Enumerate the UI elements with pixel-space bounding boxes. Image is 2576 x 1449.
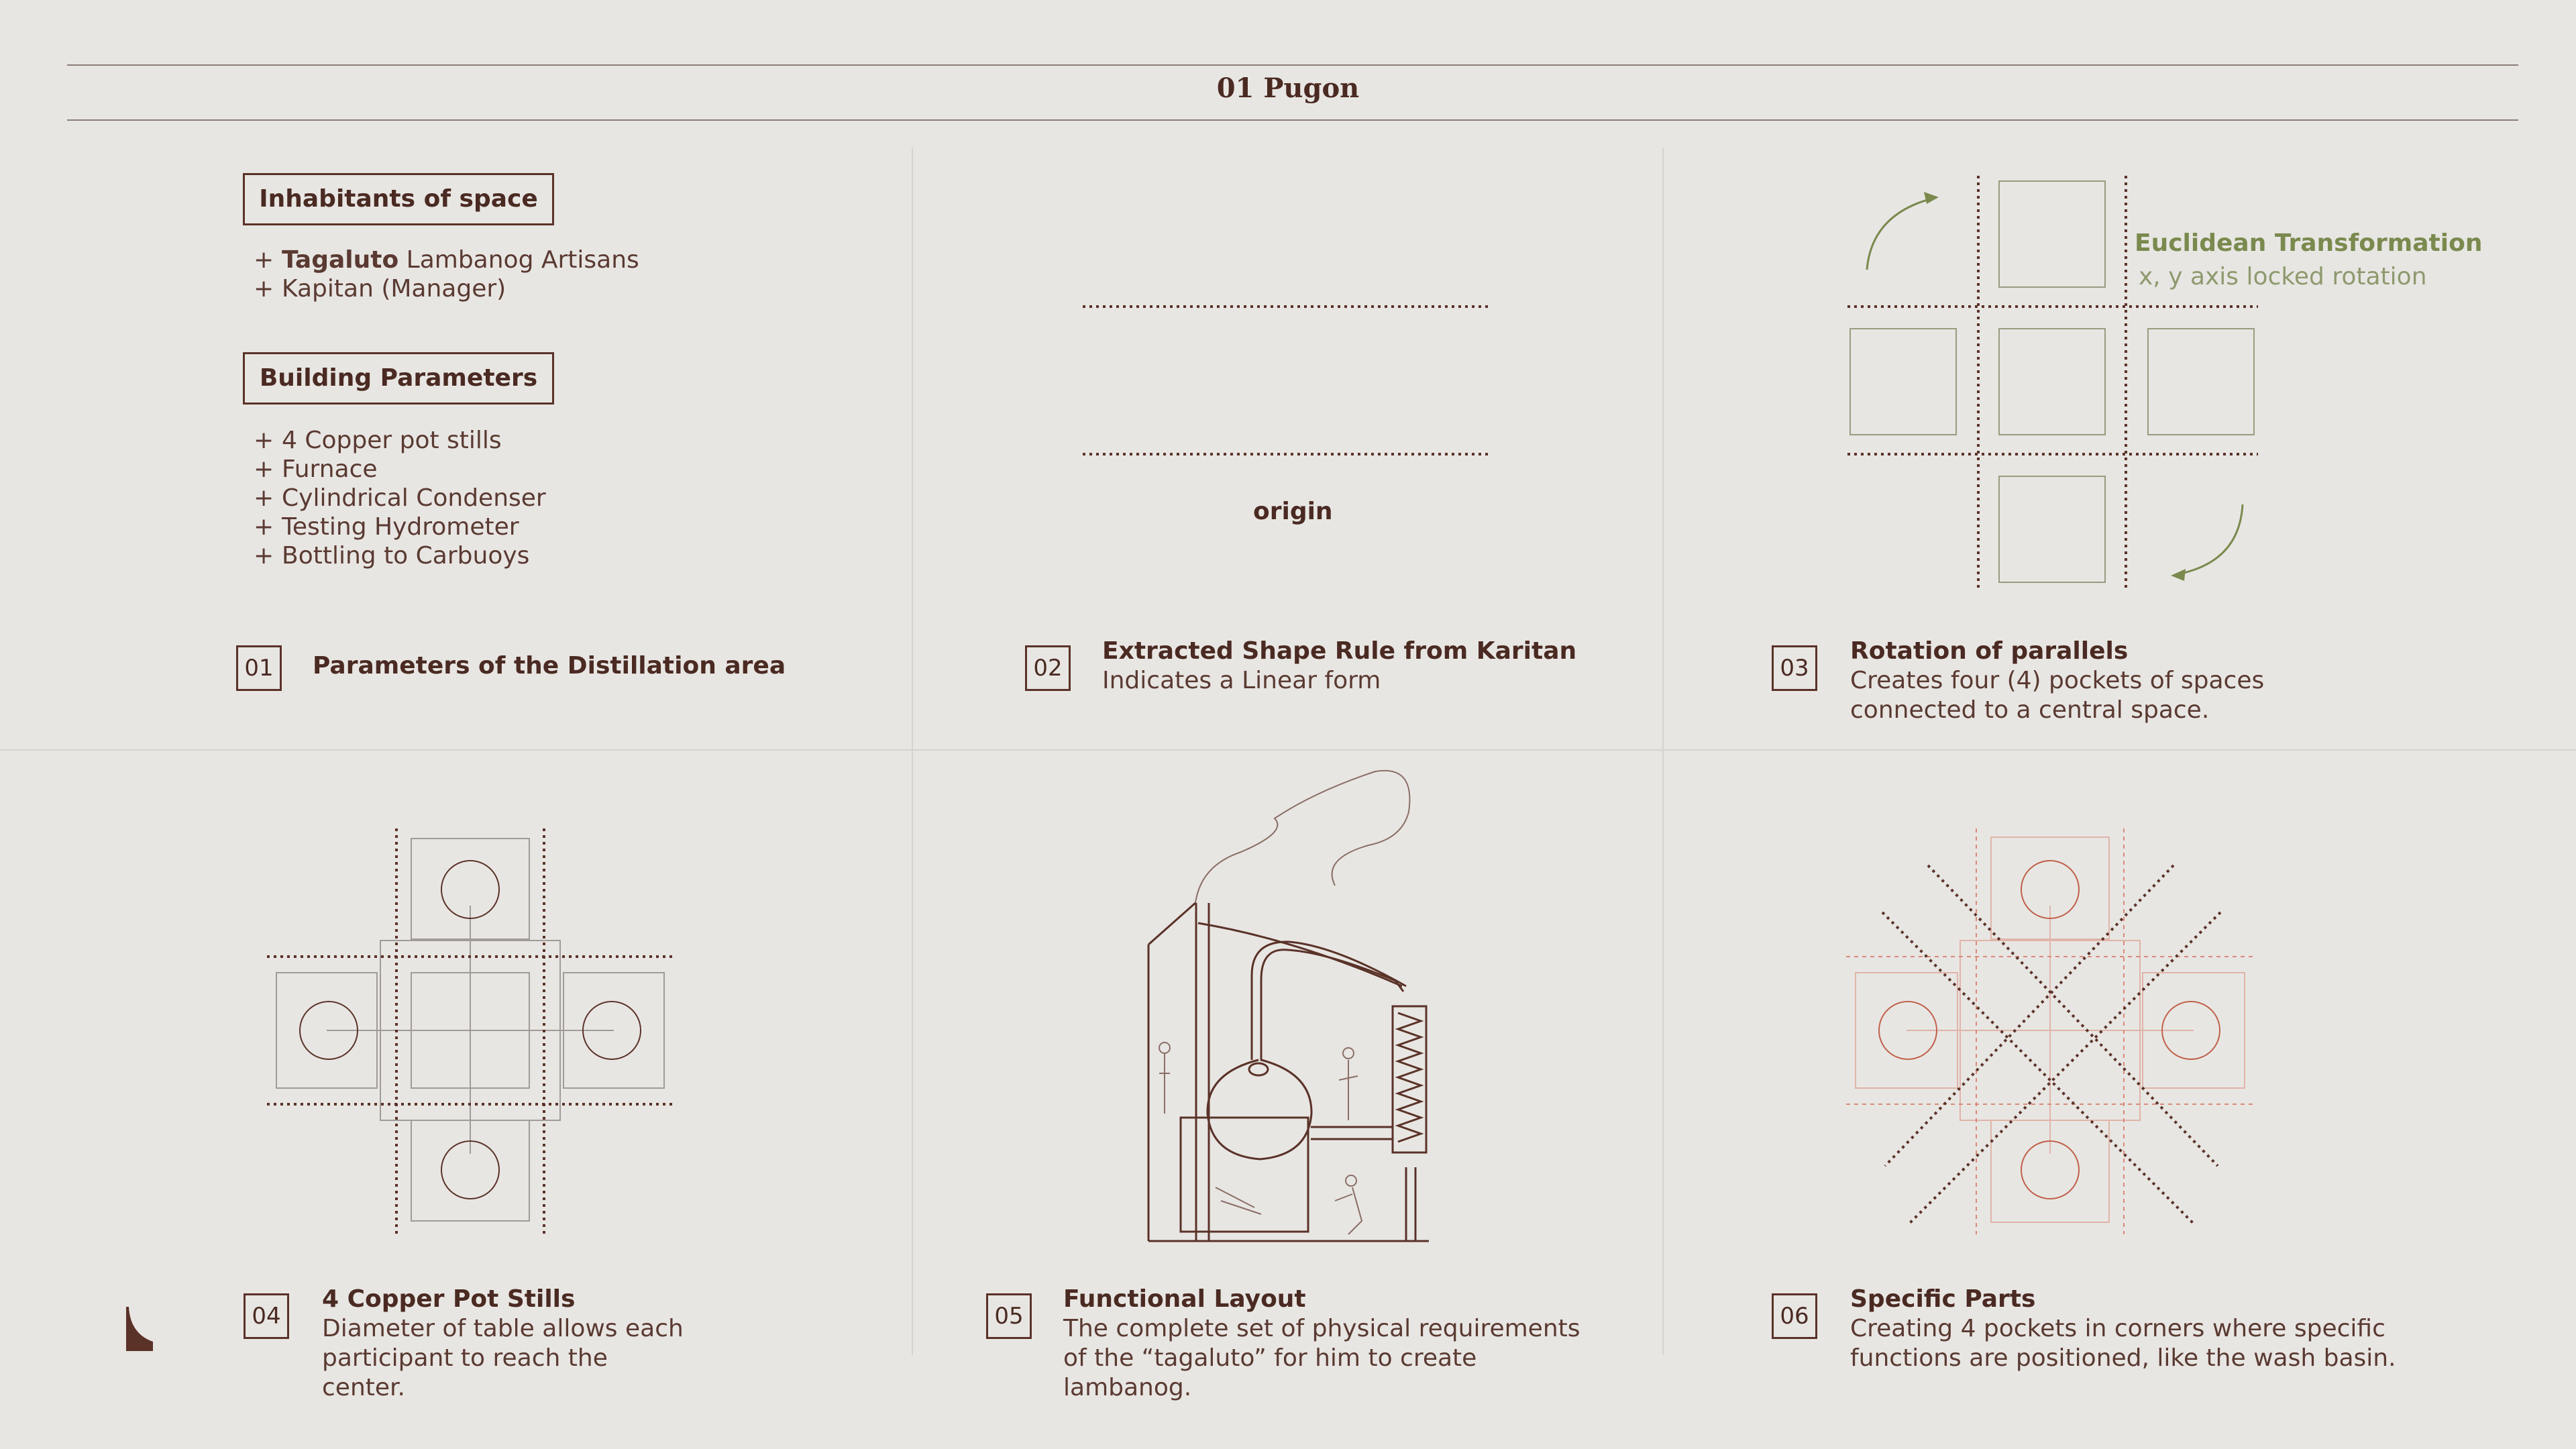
panel-title: Specific Parts — [1850, 1285, 2036, 1313]
inhabitant-rest: Kapitan (Manager) — [282, 275, 506, 303]
list-item: + 4 Copper pot stills — [254, 427, 502, 454]
panel-desc: Diameter of table allows each participant to reach the center. — [322, 1315, 684, 1401]
page-title: 01 Pugon — [1216, 72, 1360, 104]
panel-number: 03 — [1772, 645, 1817, 691]
parameter-label: Cylindrical Condenser — [282, 484, 546, 512]
panel-title: Extracted Shape Rule from Karitan — [1102, 637, 1577, 665]
panel-number: 05 — [986, 1293, 1032, 1339]
list-item: + Kapitan (Manager) — [254, 275, 506, 303]
diagonal-1 — [1882, 912, 2194, 1224]
panel-desc: Creating 4 pockets in corners where specific functions are positioned, like the wash basin. — [1850, 1315, 2396, 1372]
panel-title: Functional Layout — [1063, 1285, 1306, 1313]
panel-number: 04 — [244, 1293, 289, 1339]
inhabitant-rest: Lambanog Artisans — [398, 246, 639, 274]
panel-title: Rotation of parallels — [1850, 637, 2129, 665]
panel-number: 01 — [236, 645, 282, 691]
panel-title: Parameters of the Distillation area — [313, 652, 786, 680]
annotation-title: Euclidean Transformation — [2135, 229, 2483, 257]
panel-number: 06 — [1772, 1293, 1817, 1339]
panel-title: 4 Copper Pot Stills — [322, 1285, 576, 1313]
list-item: + Tagaluto Lambanog Artisans — [254, 246, 639, 274]
parameter-label: Furnace — [282, 455, 378, 483]
building-parameters-box: Building Parameters — [243, 352, 554, 405]
list-item: + Testing Hydrometer — [254, 513, 519, 541]
list-item: + Furnace — [254, 455, 378, 483]
parameter-label: Bottling to Carbuoys — [282, 542, 530, 570]
list-item: + Cylindrical Condenser — [254, 484, 546, 512]
inhabitant-bold: Tagaluto — [282, 246, 399, 274]
parameter-label: Testing Hydrometer — [282, 513, 519, 541]
panel-desc: Indicates a Linear form — [1102, 667, 1381, 694]
parameter-label: 4 Copper pot stills — [282, 427, 502, 454]
diagonal-3 — [1909, 912, 2220, 1224]
list-item: + Bottling to Carbuoys — [254, 542, 530, 570]
panel-number: 02 — [1025, 645, 1071, 691]
inhabitants-box: Inhabitants of space — [243, 173, 554, 225]
panel-desc: The complete set of physical requirements of the “tagaluto” for him to create lambanog. — [1063, 1315, 1580, 1401]
origin-label: origin — [1253, 498, 1333, 525]
panel-desc: Creates four (4) pockets of spaces connected to a central space. — [1850, 667, 2265, 724]
annotation-subtitle: x, y axis locked rotation — [2139, 263, 2427, 290]
